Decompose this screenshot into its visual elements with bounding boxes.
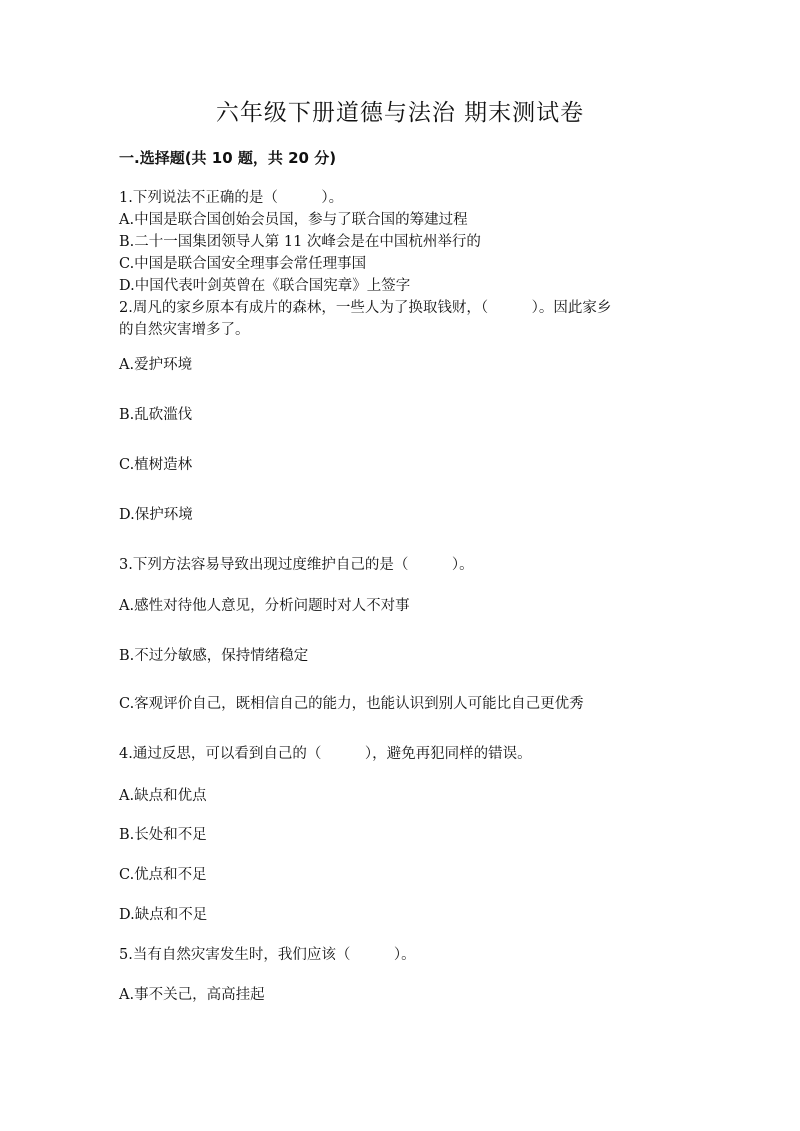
q2-stem-line1: 2.周凡的家乡原本有成片的森林，一些人为了换取钱财，（ ）。因此家乡 <box>119 300 612 316</box>
section-heading: 一.选择题(共 10 题，共 20 分) <box>119 149 337 167</box>
q2-option-b: B.乱砍滥伐 <box>119 407 193 423</box>
q1-stem: 1.下列说法不正确的是（ ）。 <box>119 190 344 206</box>
q2-stem-line2: 的自然灾害增多了。 <box>119 322 250 338</box>
q1-option-c: C.中国是联合国安全理事会常任理事国 <box>119 256 367 272</box>
q3-option-b: B.不过分敏感，保持情绪稳定 <box>119 648 309 664</box>
q5-option-a: A.事不关己，高高挂起 <box>119 987 265 1003</box>
q3-stem: 3.下列方法容易导致出现过度维护自己的是（ ）。 <box>119 557 474 573</box>
q4-option-d: D.缺点和不足 <box>119 907 208 923</box>
q2-option-c: C.植树造林 <box>119 457 193 473</box>
q4-option-b: B.长处和不足 <box>119 827 207 843</box>
q4-option-a: A.缺点和优点 <box>119 788 207 804</box>
q1-option-d: D.中国代表叶剑英曾在《联合国宪章》上签字 <box>119 278 411 294</box>
q3-option-c: C.客观评价自己，既相信自己的能力，也能认识到别人可能比自己更优秀 <box>119 696 584 712</box>
q5-stem: 5.当有自然灾害发生时，我们应该（ ）。 <box>119 947 416 963</box>
q4-option-c: C.优点和不足 <box>119 867 207 883</box>
q2-option-d: D.保护环境 <box>119 507 193 523</box>
page-title: 六年级下册道德与法治 期末测试卷 <box>215 100 585 126</box>
q2-option-a: A.爱护环境 <box>119 357 193 373</box>
q1-option-b: B.二十一国集团领导人第 11 次峰会是在中国杭州举行的 <box>119 234 481 250</box>
q4-stem: 4.通过反思，可以看到自己的（ ），避免再犯同样的错误。 <box>119 746 532 762</box>
q1-option-a: A.中国是联合国创始会员国，参与了联合国的筹建过程 <box>119 212 468 228</box>
q3-option-a: A.感性对待他人意见，分析问题时对人不对事 <box>119 598 410 614</box>
